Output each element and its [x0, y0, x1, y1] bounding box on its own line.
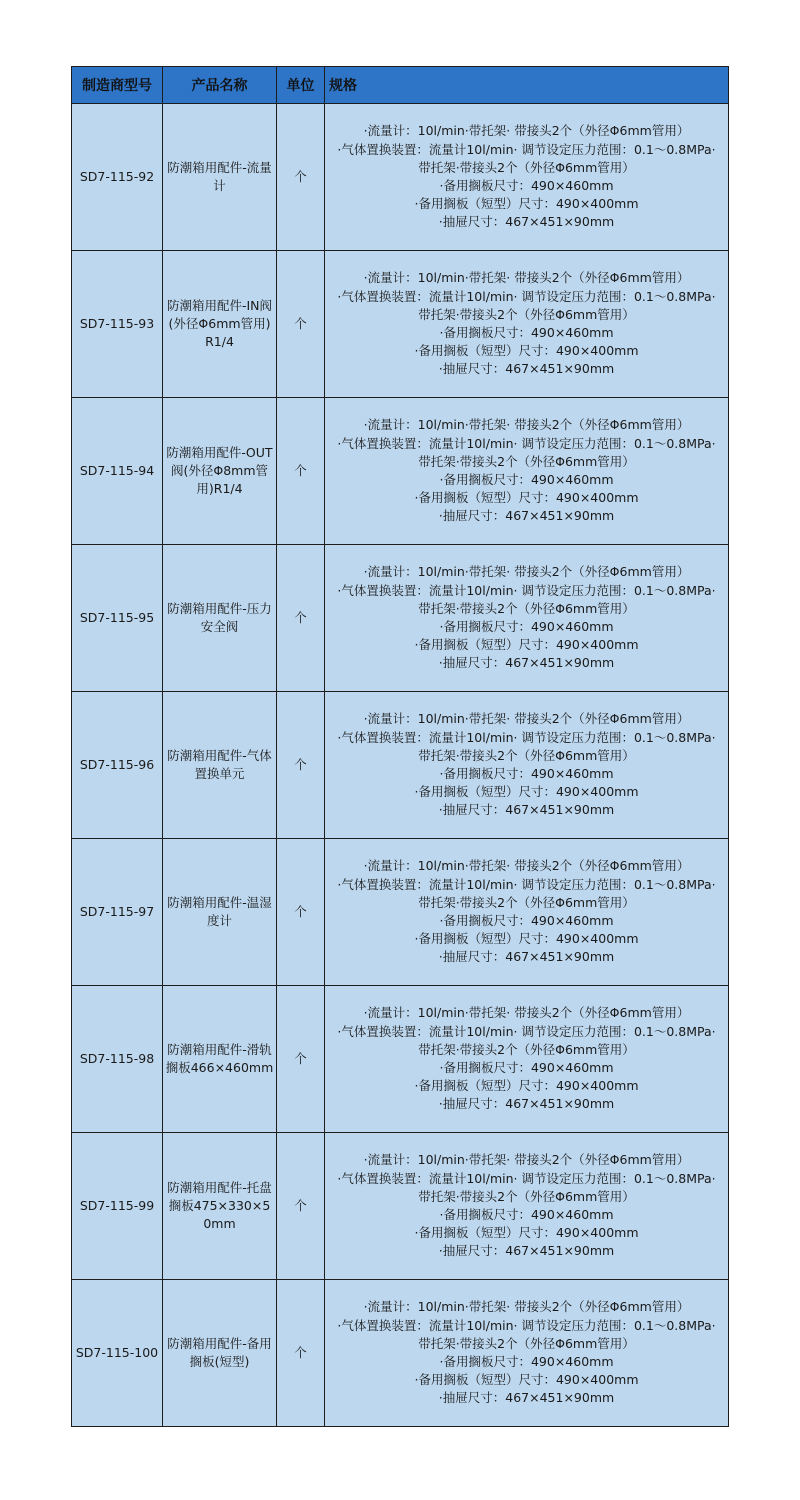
spec-line: ·流量计：10l/min·带托架· 带接头2个（外径Φ6mm管用）: [363, 270, 690, 286]
spec-line: ·流量计：10l/min·带托架· 带接头2个（外径Φ6mm管用）: [363, 1299, 690, 1315]
spec-line: ·气体置换装置：流量计10l/min· 调节设定压力范围：0.1～0.8MPa·带托架·带接头2个（外径Φ6mm管用）: [337, 435, 716, 469]
header-model: 制造商型号: [72, 67, 163, 104]
spec-line: ·备用搁板尺寸：490×460mm: [439, 619, 614, 634]
cell-unit: 个: [277, 1133, 325, 1280]
cell-unit: 个: [277, 1280, 325, 1427]
cell-model: SD7-115-100: [72, 1280, 163, 1427]
cell-model: SD7-115-99: [72, 1133, 163, 1280]
cell-unit: 个: [277, 986, 325, 1133]
cell-spec: [325, 251, 729, 398]
spec-line: ·抽屉尺寸：467×451×90mm: [438, 949, 615, 965]
table-row: [72, 1280, 729, 1427]
spec-line: ·备用搁板（短型）尺寸：490×400mm: [414, 1372, 639, 1388]
spec-line: ·抽屉尺寸：467×451×90mm: [438, 802, 615, 818]
cell-unit: 个: [277, 104, 325, 251]
spec-line: ·流量计：10l/min·带托架· 带接头2个（外径Φ6mm管用）: [363, 858, 690, 874]
spec-line: ·备用搁板尺寸：490×460mm: [439, 325, 614, 340]
spec-line: ·气体置换装置：流量计10l/min· 调节设定压力范围：0.1～0.8MPa·带托架·带接头2个（外径Φ6mm管用）: [337, 729, 716, 763]
table-row: [72, 839, 729, 986]
spec-line: ·气体置换装置：流量计10l/min· 调节设定压力范围：0.1～0.8MPa·带托架·带接头2个（外径Φ6mm管用）: [337, 1170, 716, 1204]
cell-unit: 个: [277, 251, 325, 398]
cell-model: SD7-115-93: [72, 251, 163, 398]
spec-line: ·抽屉尺寸：467×451×90mm: [438, 1390, 615, 1406]
cell-name: 防潮箱用配件-压力安全阀: [163, 545, 277, 692]
table-row: [72, 1133, 729, 1280]
cell-spec: [325, 545, 729, 692]
spec-line: ·备用搁板（短型）尺寸：490×400mm: [414, 490, 639, 506]
spec-line: ·备用搁板（短型）尺寸：490×400mm: [414, 1225, 639, 1241]
spec-line: ·抽屉尺寸：467×451×90mm: [438, 361, 615, 377]
spec-line: ·抽屉尺寸：467×451×90mm: [438, 655, 615, 671]
spec-line: ·备用搁板（短型）尺寸：490×400mm: [414, 196, 639, 212]
spec-line: ·流量计：10l/min·带托架· 带接头2个（外径Φ6mm管用）: [363, 1005, 690, 1021]
cell-unit: 个: [277, 692, 325, 839]
cell-name: 防潮箱用配件-流量计: [163, 104, 277, 251]
spec-line: ·流量计：10l/min·带托架· 带接头2个（外径Φ6mm管用）: [363, 1152, 690, 1168]
spec-line: ·抽屉尺寸：467×451×90mm: [438, 508, 615, 524]
spec-line: ·备用搁板尺寸：490×460mm: [439, 913, 614, 928]
spec-line: ·备用搁板尺寸：490×460mm: [439, 1354, 614, 1369]
cell-spec: [325, 1133, 729, 1280]
cell-model: SD7-115-94: [72, 398, 163, 545]
table-row: [72, 545, 729, 692]
header-spec: 规格: [325, 67, 729, 104]
cell-name: 防潮箱用配件-滑轨搁板466×460mm: [163, 986, 277, 1133]
spec-line: ·抽屉尺寸：467×451×90mm: [438, 214, 615, 230]
cell-model: SD7-115-95: [72, 545, 163, 692]
cell-unit: 个: [277, 545, 325, 692]
spec-line: ·流量计：10l/min·带托架· 带接头2个（外径Φ6mm管用）: [363, 123, 690, 139]
cell-unit: 个: [277, 839, 325, 986]
spec-line: ·气体置换装置：流量计10l/min· 调节设定压力范围：0.1～0.8MPa·带托架·带接头2个（外径Φ6mm管用）: [337, 141, 716, 175]
spec-line: ·气体置换装置：流量计10l/min· 调节设定压力范围：0.1～0.8MPa·带托架·带接头2个（外径Φ6mm管用）: [337, 288, 716, 322]
cell-name: 防潮箱用配件-IN阀(外径Φ6mm管用)R1/4: [163, 251, 277, 398]
product-table: [71, 66, 729, 1427]
cell-name: 防潮箱用配件-托盘搁板475×330×50mm: [163, 1133, 277, 1280]
cell-name: 防潮箱用配件-OUT阀(外径Φ8mm管用)R1/4: [163, 398, 277, 545]
table-body: [72, 104, 729, 1427]
table-row: [72, 986, 729, 1133]
cell-name: 防潮箱用配件-备用搁板(短型): [163, 1280, 277, 1427]
cell-spec: [325, 398, 729, 545]
spec-line: ·流量计：10l/min·带托架· 带接头2个（外径Φ6mm管用）: [363, 564, 690, 580]
table-row: [72, 692, 729, 839]
spec-line: ·抽屉尺寸：467×451×90mm: [438, 1243, 615, 1259]
spec-line: ·备用搁板（短型）尺寸：490×400mm: [414, 637, 639, 653]
table-row: [72, 398, 729, 545]
spec-line: ·气体置换装置：流量计10l/min· 调节设定压力范围：0.1～0.8MPa·带托架·带接头2个（外径Φ6mm管用）: [337, 582, 716, 616]
cell-model: SD7-115-98: [72, 986, 163, 1133]
table-row: [72, 251, 729, 398]
header-unit: 单位: [277, 67, 325, 104]
spec-line: ·备用搁板尺寸：490×460mm: [439, 1207, 614, 1222]
spec-line: ·气体置换装置：流量计10l/min· 调节设定压力范围：0.1～0.8MPa·带托架·带接头2个（外径Φ6mm管用）: [337, 1317, 716, 1351]
spec-line: ·流量计：10l/min·带托架· 带接头2个（外径Φ6mm管用）: [363, 417, 690, 433]
spec-line: ·备用搁板（短型）尺寸：490×400mm: [414, 343, 639, 359]
cell-model: SD7-115-97: [72, 839, 163, 986]
cell-spec: [325, 839, 729, 986]
spec-line: ·气体置换装置：流量计10l/min· 调节设定压力范围：0.1～0.8MPa·带托架·带接头2个（外径Φ6mm管用）: [337, 876, 716, 910]
spec-line: ·备用搁板（短型）尺寸：490×400mm: [414, 784, 639, 800]
cell-model: SD7-115-96: [72, 692, 163, 839]
spec-line: ·备用搁板（短型）尺寸：490×400mm: [414, 1078, 639, 1094]
cell-spec: [325, 104, 729, 251]
spec-line: ·备用搁板尺寸：490×460mm: [439, 1060, 614, 1075]
cell-spec: [325, 692, 729, 839]
cell-spec: [325, 1280, 729, 1427]
spec-line: ·备用搁板尺寸：490×460mm: [439, 472, 614, 487]
header-row: [72, 67, 729, 104]
cell-name: 防潮箱用配件-温湿度计: [163, 839, 277, 986]
spec-line: ·备用搁板尺寸：490×460mm: [439, 178, 614, 193]
table-row: [72, 104, 729, 251]
spec-line: ·抽屉尺寸：467×451×90mm: [438, 1096, 615, 1112]
spec-line: ·备用搁板（短型）尺寸：490×400mm: [414, 931, 639, 947]
cell-model: SD7-115-92: [72, 104, 163, 251]
spec-line: ·备用搁板尺寸：490×460mm: [439, 766, 614, 781]
spec-line: ·气体置换装置：流量计10l/min· 调节设定压力范围：0.1～0.8MPa·带托架·带接头2个（外径Φ6mm管用）: [337, 1023, 716, 1057]
cell-unit: 个: [277, 398, 325, 545]
header-name: 产品名称: [163, 67, 277, 104]
product-table-container: [71, 66, 728, 1427]
cell-spec: [325, 986, 729, 1133]
cell-name: 防潮箱用配件-气体置换单元: [163, 692, 277, 839]
spec-line: ·流量计：10l/min·带托架· 带接头2个（外径Φ6mm管用）: [363, 711, 690, 727]
